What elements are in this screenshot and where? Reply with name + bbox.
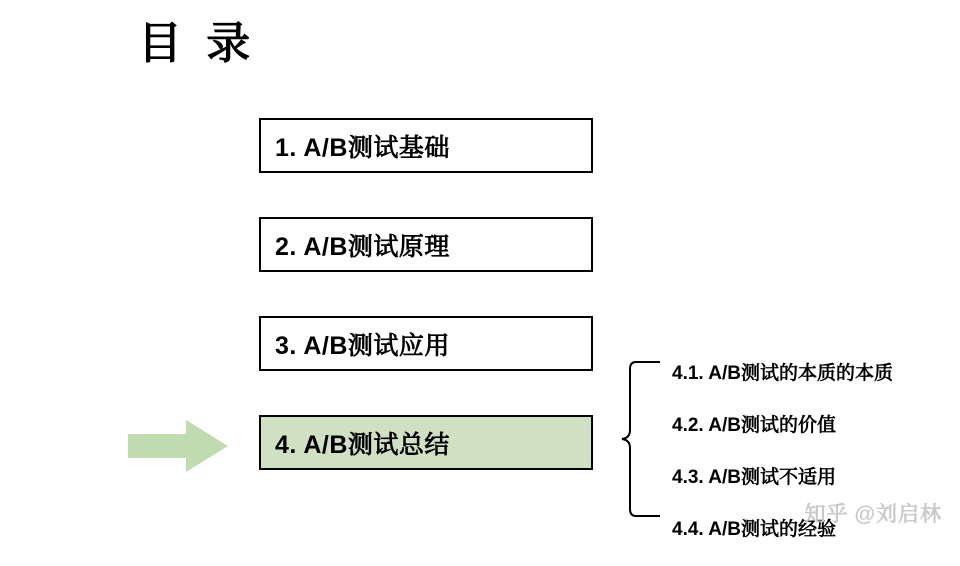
toc-item-label: 3. A/B测试应用 — [275, 331, 450, 360]
zhihu-logo-icon: 知乎 — [804, 503, 849, 526]
page-title: 目 录 — [138, 19, 257, 68]
sub-topic-item[interactable]: 4.3. A/B测试不适用 — [672, 467, 836, 488]
left-curly-brace-icon — [620, 360, 666, 518]
toc-item-4[interactable] — [259, 415, 593, 470]
sub-topic-item[interactable]: 4.4. A/B测试的经验 — [672, 519, 836, 540]
toc-item-3[interactable] — [259, 316, 593, 371]
watermark-text: @刘启林 — [854, 503, 942, 526]
watermark — [805, 498, 942, 528]
toc-item-1[interactable] — [259, 118, 593, 173]
toc-list — [259, 118, 593, 514]
toc-item-label: 1. A/B测试基础 — [275, 133, 450, 162]
sub-topic-item[interactable]: 4.2. A/B测试的价值 — [672, 415, 836, 436]
toc-item-label: 2. A/B测试原理 — [275, 232, 450, 261]
sub-topic-item[interactable]: 4.1. A/B测试的本质的本质 — [672, 363, 893, 384]
sub-topic-list — [672, 358, 960, 566]
right-arrow-icon — [128, 420, 228, 472]
toc-item-2[interactable] — [259, 217, 593, 272]
toc-item-label: 4. A/B测试总结 — [275, 430, 450, 459]
